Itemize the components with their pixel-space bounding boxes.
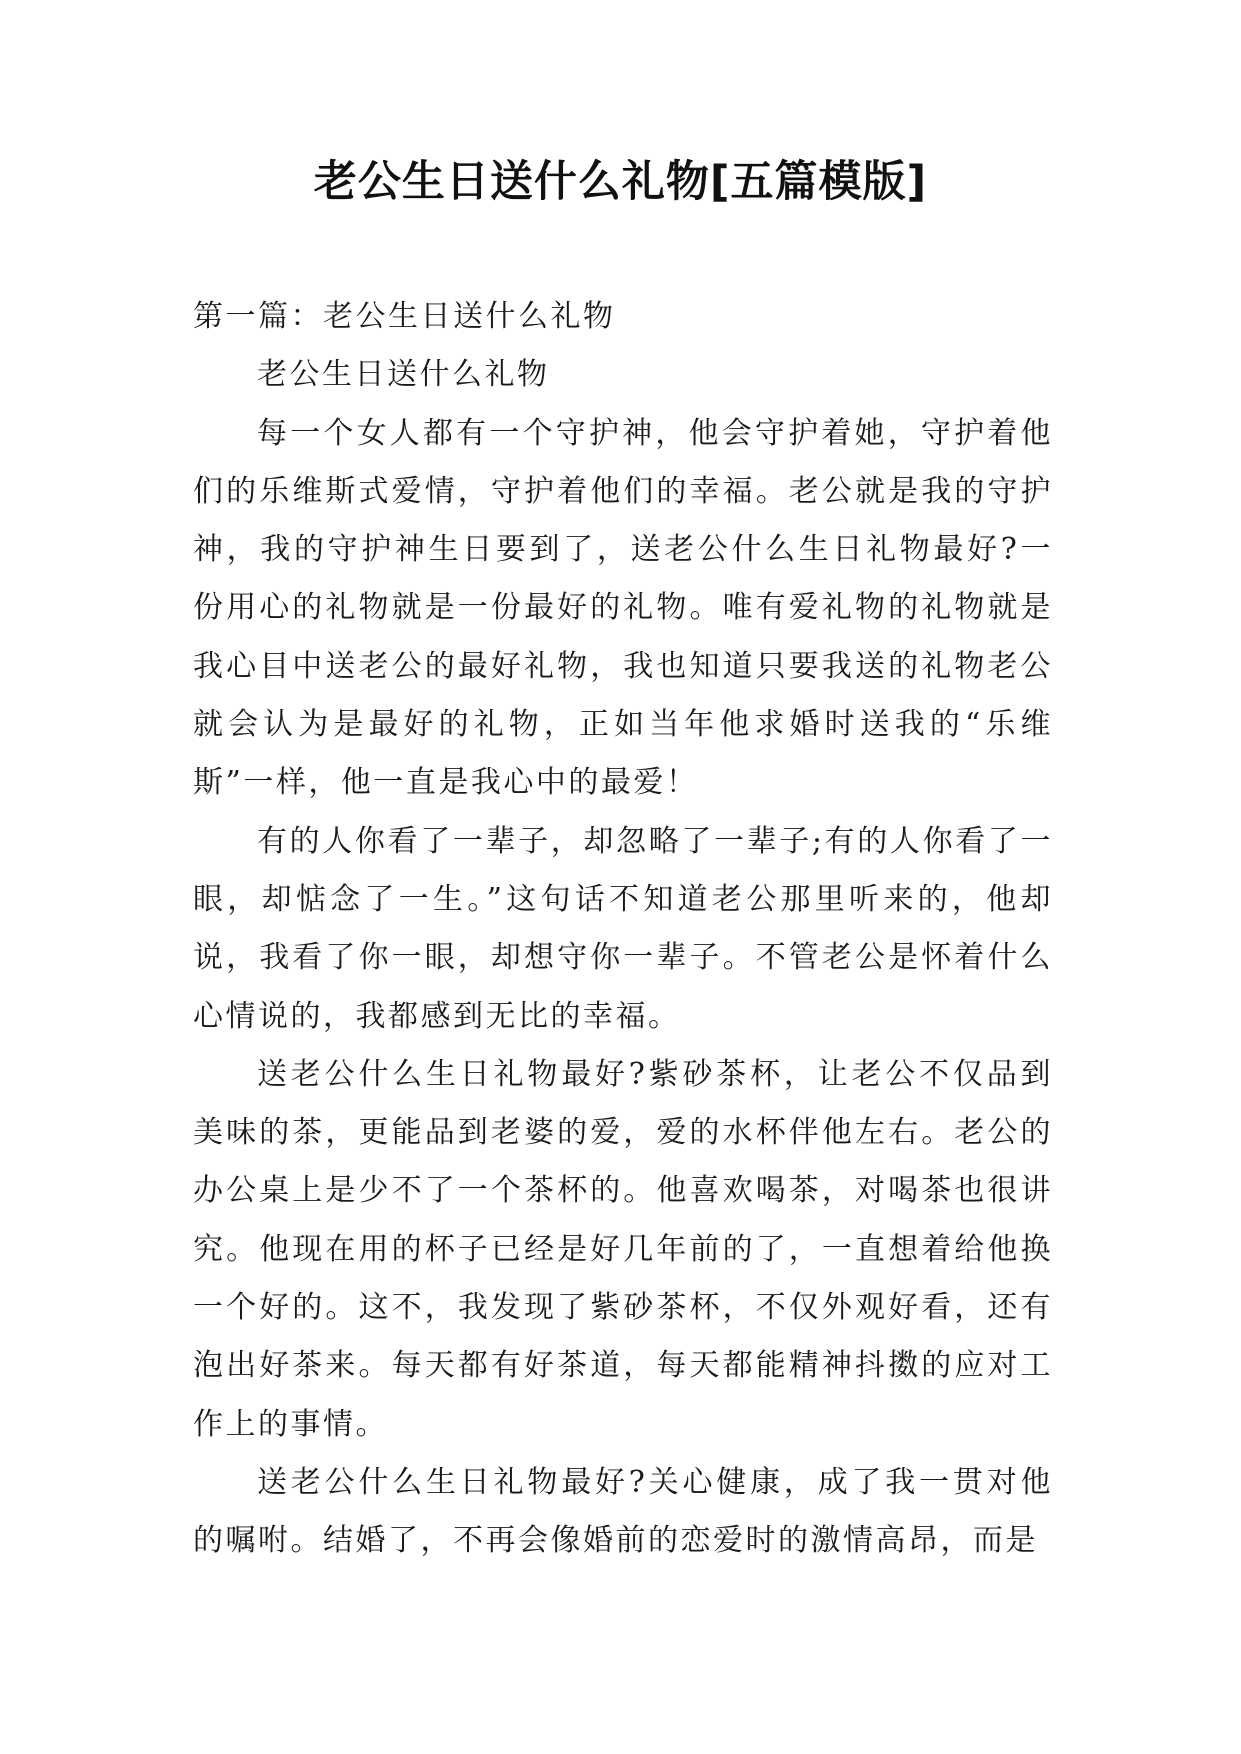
paragraph: 有的人你看了一辈子，却忽略了一辈子;有的人你看了一眼，却惦念了一生。”这句话不知道老公那里听来的，他却说，我看了你一眼，却想守你一辈子。不管老公是怀着什么心情说的，我都感到无比的幸福。 (193, 823, 1053, 1034)
document-title: 老公生日送什么礼物[五篇模版] (313, 157, 928, 207)
paragraph-subtitle: 老公生日送什么礼物 (257, 357, 550, 393)
paragraph: 送老公什么生日礼物最好?关心健康，成了我一贯对他的嘱咐。结婚了，不再会像婚前的恋爱时的激情高昂，而是 (193, 1464, 1053, 1559)
paragraph: 送老公什么生日礼物最好?紫砂茶杯，让老公不仅品到美味的茶，更能品到老婆的爱，爱的水杯伴他左右。老公的办公桌上是少不了一个茶杯的。他喜欢喝茶，对喝茶也很讲究。他现在用的杯子已经是好几年前的了，一直想着给他换一个好的。这不，我发现了紫砂茶杯，不仅外观好看，还有泡出好茶来。每天都有好茶道，每天都能精神抖擞的应对工作上的事情。 (193, 1056, 1053, 1442)
section-heading: 第一篇：老公生日送什么礼物 (193, 299, 616, 334)
paragraph: 每一个女人都有一个守护神，他会守护着她，守护着他们的乐维斯式爱情，守护着他们的幸福。老公就是我的守护神，我的守护神生日要到了，送老公什么生日礼物最好?一份用心的礼物就是一份最好的礼物。唯有爱礼物的礼物就是我心目中送老公的最好礼物，我也知道只要我送的礼物老公就会认为是最好的礼物，正如当年他求婚时送我的“乐维斯”一样，他一直是我心中的最爱！ (193, 415, 1053, 801)
document-body (193, 288, 1053, 1571)
